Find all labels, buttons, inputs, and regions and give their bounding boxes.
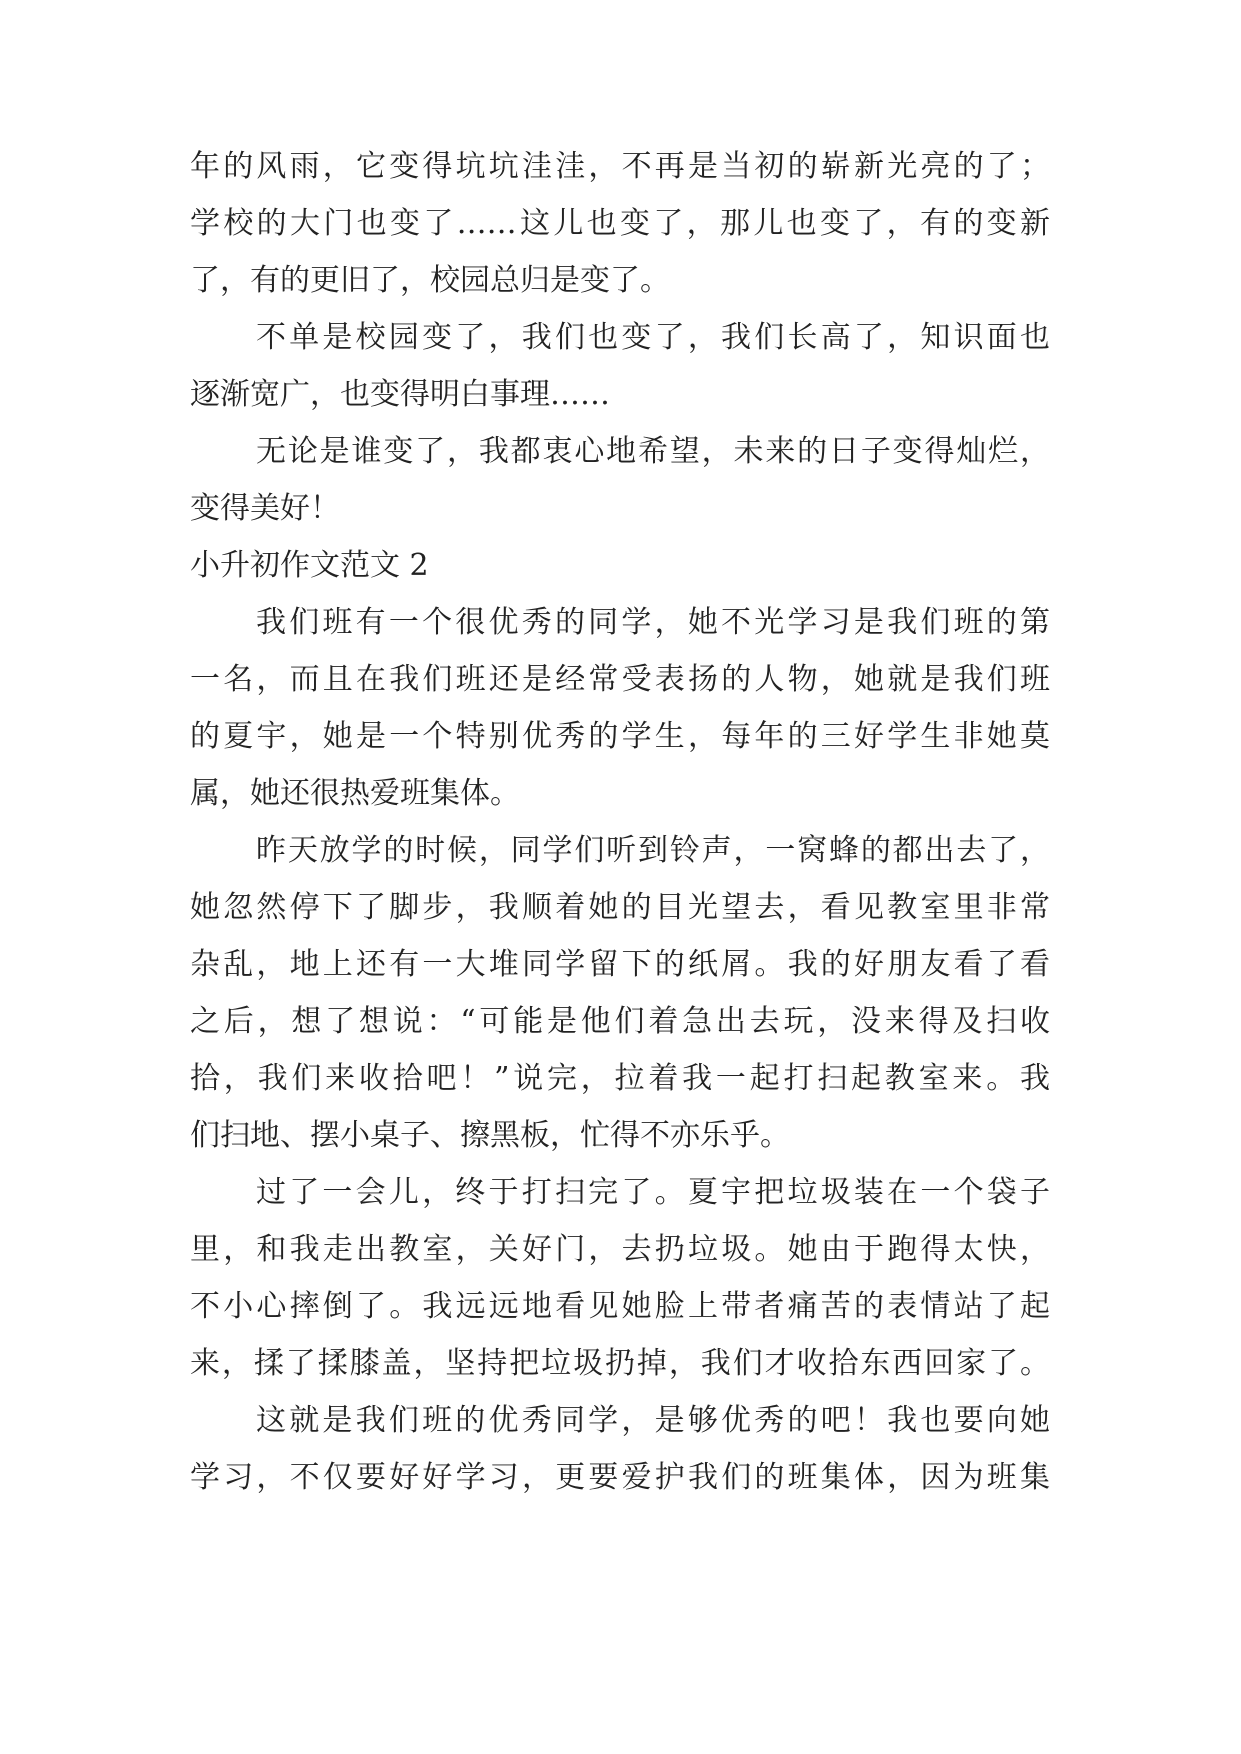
text-line: 变得美好！ — [190, 491, 340, 526]
text-line: 她忽然停下了脚步，我顺着她的目光望去，看见教室里非常 — [190, 890, 1050, 925]
text-line: 我们班有一个很优秀的同学，她不光学习是我们班的第 — [256, 605, 1050, 640]
text-line: 们扫地、摆小桌子、擦黑板，忙得不亦乐乎。 — [190, 1118, 790, 1153]
text-line: 属，她还很热爱班集体。 — [190, 776, 520, 811]
text-line: 来，揉了揉膝盖，坚持把垃圾扔掉，我们才收拾东西回家了。 — [190, 1346, 1050, 1381]
text-line: 昨天放学的时候，同学们听到铃声，一窝蜂的都出去了， — [256, 833, 1050, 868]
text-line: 学习，不仅要好好学习，更要爱护我们的班集体，因为班集 — [190, 1460, 1050, 1495]
text-line: 逐渐宽广，也变得明白事理…… — [190, 377, 610, 412]
text-line: 一名，而且在我们班还是经常受表扬的人物，她就是我们班 — [190, 662, 1050, 697]
text-line: 之后，想了想说：“可能是他们着急出去玩，没来得及扫收 — [190, 1004, 1050, 1039]
text-line: 不小心摔倒了。我远远地看见她脸上带者痛苦的表情站了起 — [190, 1289, 1050, 1324]
text-line: 过了一会儿，终于打扫完了。夏宇把垃圾装在一个袋子 — [256, 1175, 1050, 1210]
text-line: 无论是谁变了，我都衷心地希望，未来的日子变得灿烂， — [256, 434, 1050, 469]
text-line: 杂乱，地上还有一大堆同学留下的纸屑。我的好朋友看了看 — [190, 947, 1050, 982]
text-line: 拾，我们来收拾吧！”说完，拉着我一起打扫起教室来。我 — [190, 1061, 1050, 1096]
text-line: 了，有的更旧了，校园总归是变了。 — [190, 263, 670, 298]
text-line: 学校的大门也变了……这儿也变了，那儿也变了，有的变新 — [190, 206, 1050, 241]
text-line: 这就是我们班的优秀同学，是够优秀的吧！我也要向她 — [256, 1403, 1050, 1438]
text-line: 不单是校园变了，我们也变了，我们长高了，知识面也 — [256, 320, 1050, 355]
text-line: 的夏宇，她是一个特别优秀的学生，每年的三好学生非她莫 — [190, 719, 1050, 754]
text-line: 里，和我走出教室，关好门，去扔垃圾。她由于跑得太快， — [190, 1232, 1050, 1267]
text-line: 年的风雨，它变得坑坑洼洼，不再是当初的崭新光亮的了； — [190, 149, 1050, 184]
essay-title: 小升初作文范文 2 — [190, 548, 429, 583]
